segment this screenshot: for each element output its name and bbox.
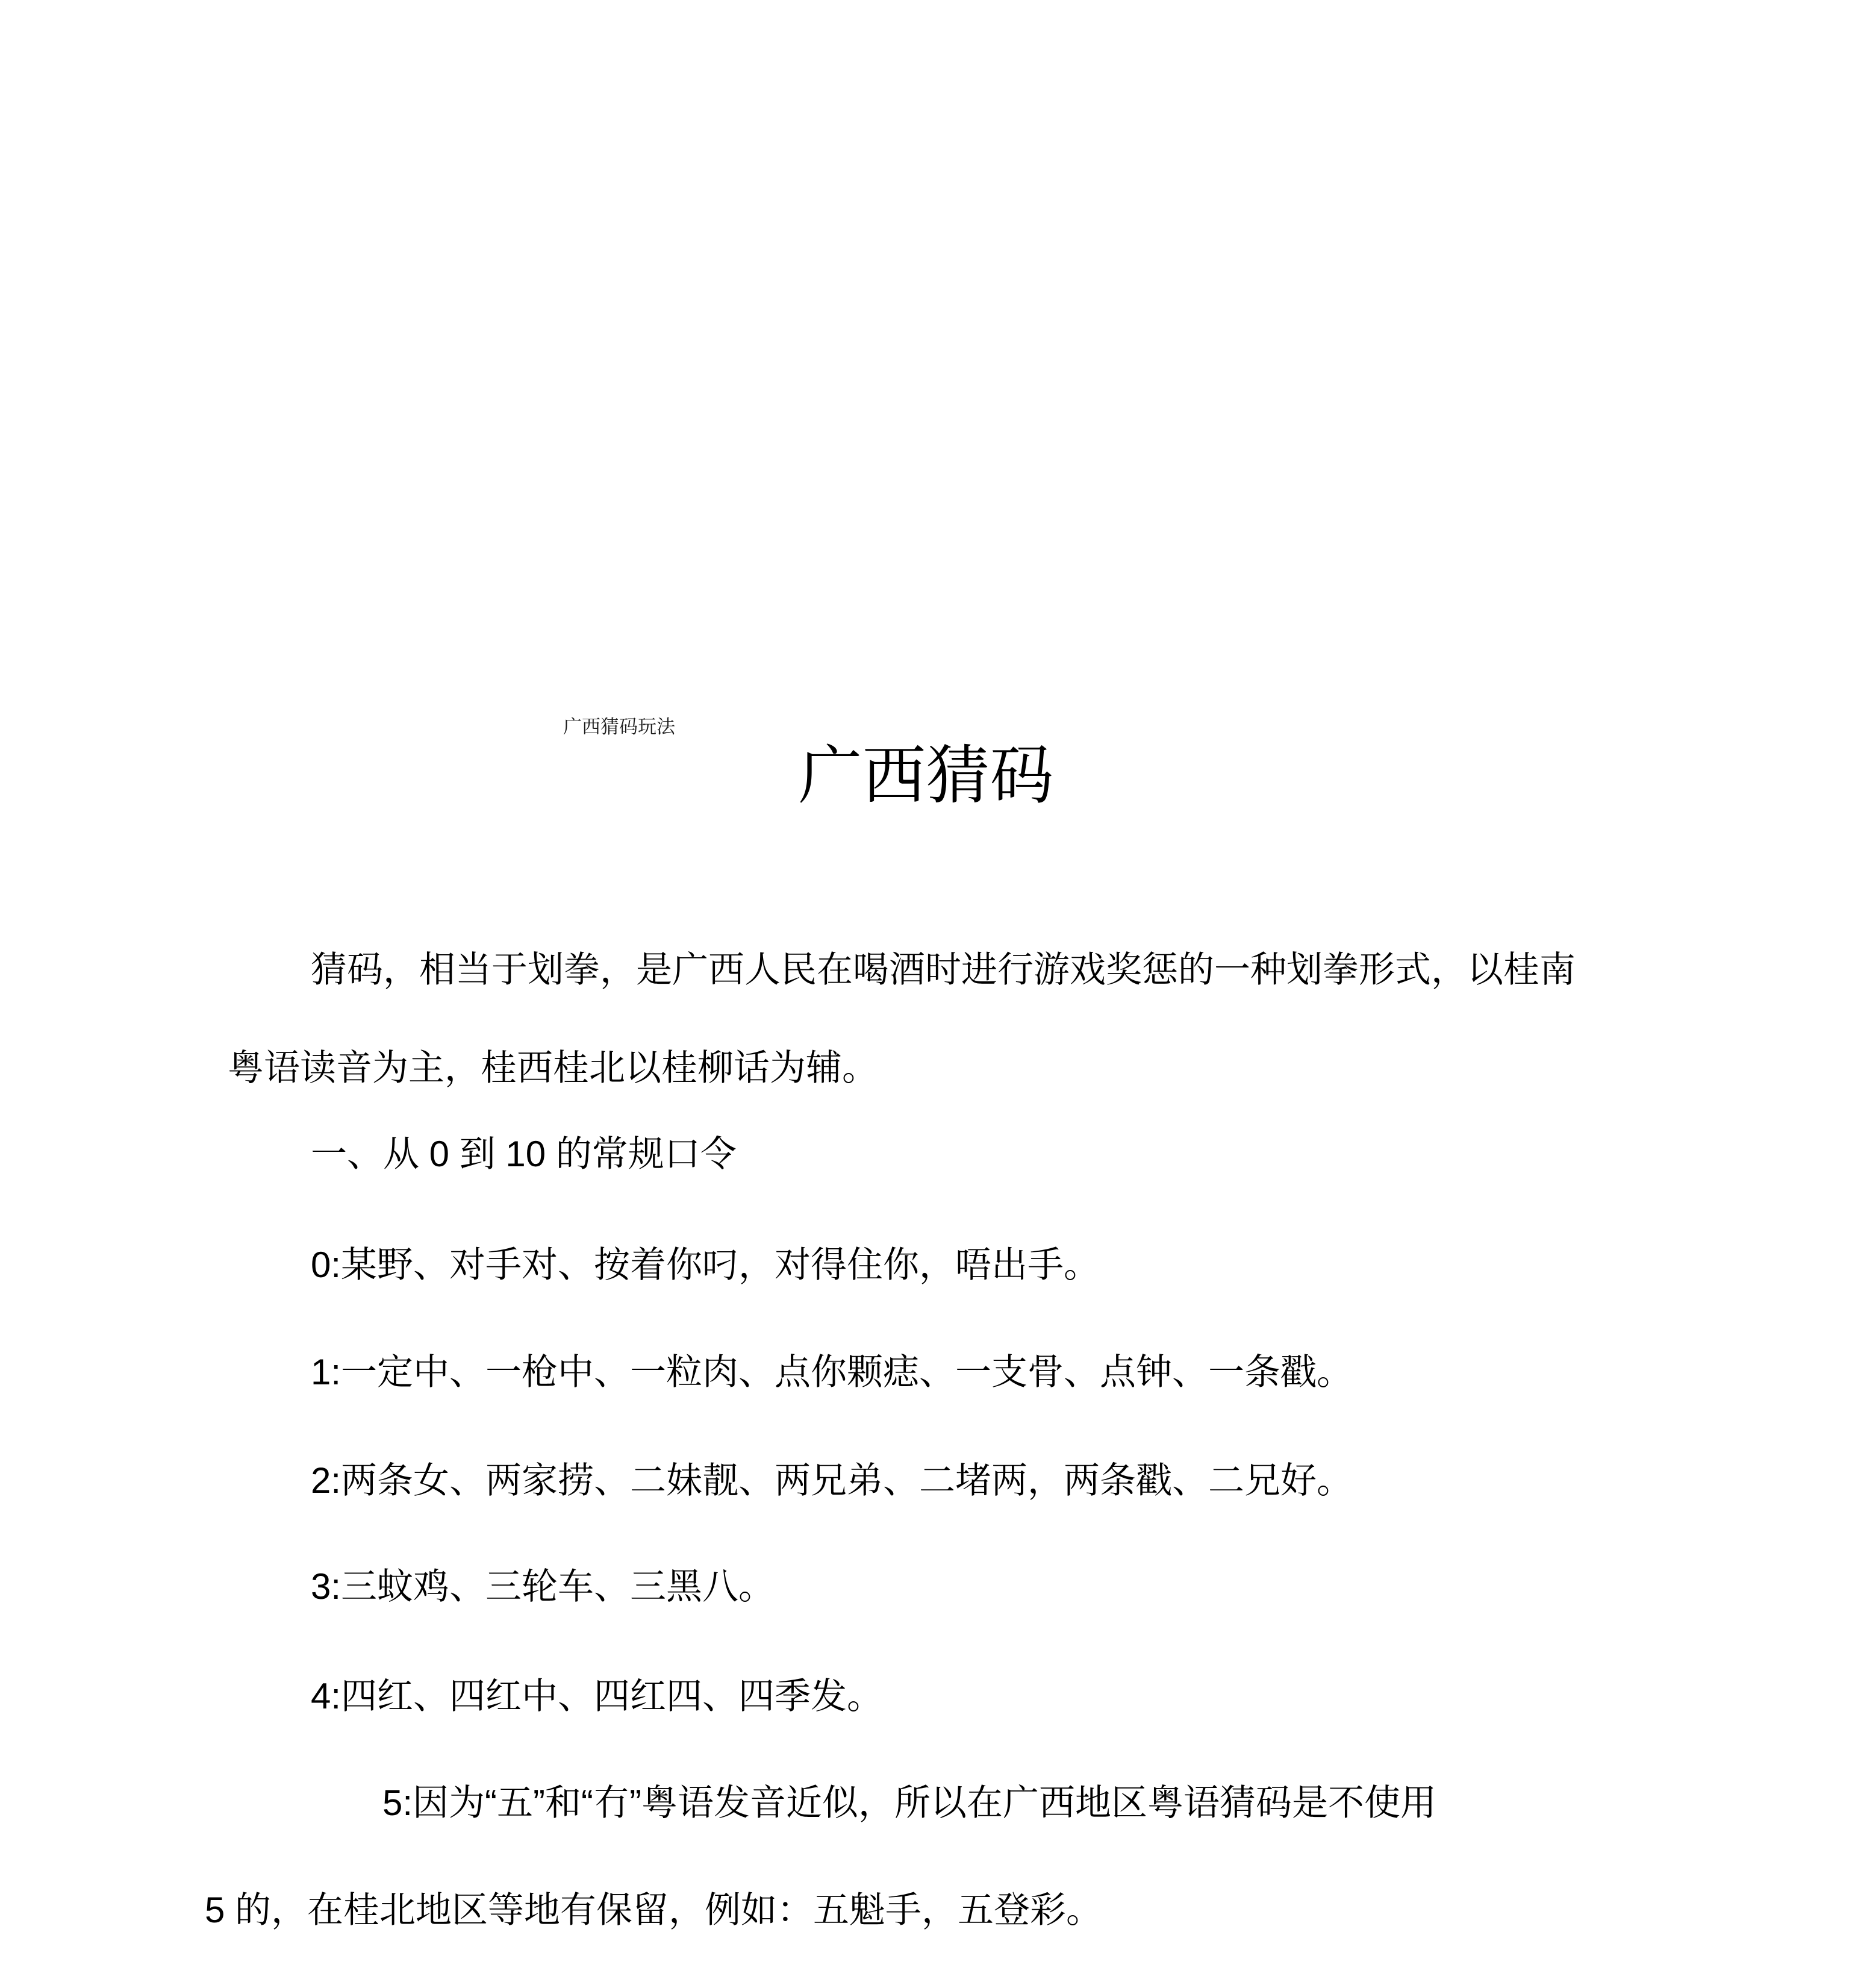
document-header-label: 广西猜码玩法 xyxy=(563,716,675,737)
rule-line-5-part-1: 5:因为“五”和“冇”粤语发音近似，所以在广西地区粤语猜码是不使用 xyxy=(382,1783,1436,1823)
intro-paragraph-line-1: 猜码，相当于划拳，是广西人民在喝酒时进行游戏奖惩的一种划拳形式，以桂南 xyxy=(311,949,1576,990)
section-heading: 一、从 0 到 10 的常规口令 xyxy=(311,1134,737,1174)
rule-line-2: 2:两条女、两家捞、二妹靓、两兄弟、二堵两，两条戳、二兄好。 xyxy=(311,1460,1353,1501)
rule-line-1: 1:一定中、一枪中、一粒肉、点你颗痣、一支骨、点钟、一条戳。 xyxy=(311,1352,1353,1392)
rule-line-5-part-2: 5 的，在桂北地区等地有保留，例如：五魁手，五登彩。 xyxy=(205,1890,1103,1930)
rule-line-4: 4:四红、四红中、四红四、四季发。 xyxy=(311,1676,884,1716)
intro-paragraph-line-2: 粤语读音为主，桂西桂北以桂柳话为辅。 xyxy=(228,1048,878,1088)
rule-line-0: 0:某野、对手对、按着你叼，对得住你，唔出手。 xyxy=(311,1245,1100,1285)
rule-line-3: 3:三蚊鸡、三轮车、三黑八。 xyxy=(311,1566,775,1607)
document-title: 广西猜码 xyxy=(798,740,1054,811)
